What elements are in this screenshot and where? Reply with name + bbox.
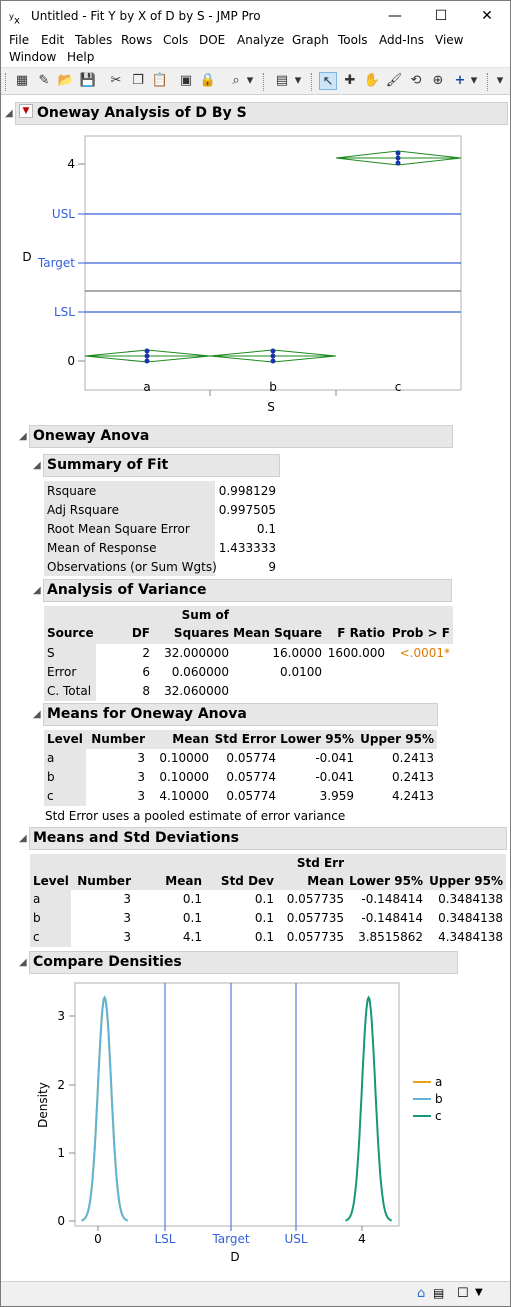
summary-value: 0.997505 bbox=[218, 503, 276, 517]
toolbar-grip bbox=[5, 73, 7, 91]
title-bar bbox=[1, 1, 510, 31]
means-oneway-title: Means for Oneway Anova bbox=[47, 706, 247, 722]
density-plot bbox=[1, 978, 510, 1278]
outline-collapse-icon[interactable]: ◢ bbox=[5, 108, 13, 119]
means-std-dev-header[interactable] bbox=[29, 827, 507, 850]
menu-help[interactable]: Help bbox=[67, 50, 95, 64]
red-triangle-menu-icon[interactable]: ▼ bbox=[19, 104, 33, 118]
y-axis-label: D bbox=[22, 250, 32, 264]
legend-label-a: a bbox=[435, 1075, 443, 1089]
y-tick-label: 0 bbox=[67, 354, 75, 368]
y-tick-label: 2 bbox=[57, 1078, 65, 1092]
y-tick-label: 0 bbox=[57, 1214, 65, 1228]
x-tick-label: 4 bbox=[358, 1232, 366, 1246]
window-title: Untitled - Fit Y by X of D by S - JMP Pro bbox=[31, 9, 261, 23]
layout-icon[interactable]: ▤ bbox=[275, 73, 289, 88]
msd-cell: 0.1 bbox=[254, 930, 274, 944]
menu-tools[interactable]: Tools bbox=[338, 33, 368, 47]
menu-analyze[interactable]: Analyze bbox=[237, 33, 285, 47]
msd-cell: 0.1 bbox=[182, 892, 202, 906]
home-icon[interactable]: ⌂ bbox=[417, 1286, 426, 1301]
means-footnote: Std Error uses a pooled estimate of error variance bbox=[45, 809, 346, 823]
msd-col-header: Std Dev bbox=[220, 874, 274, 888]
summary-value: 0.1 bbox=[256, 522, 276, 536]
aov-cell: 8 bbox=[142, 684, 150, 698]
toolbar-separator bbox=[487, 73, 489, 91]
means-cell: a bbox=[47, 751, 55, 765]
menu-addins[interactable]: Add-Ins bbox=[379, 33, 424, 47]
data-point[interactable] bbox=[145, 349, 150, 354]
new-script-icon[interactable]: ✎ bbox=[38, 73, 50, 88]
compare-densities-header[interactable] bbox=[29, 951, 458, 974]
msd-col-header: Lower 95% bbox=[349, 874, 423, 888]
aov-cell: 0.060000 bbox=[171, 665, 229, 679]
maximize-button[interactable]: ☐ bbox=[434, 8, 448, 24]
close-button[interactable]: ✕ bbox=[481, 8, 493, 24]
menu-rows[interactable]: Rows bbox=[121, 33, 153, 47]
density-plot-frame bbox=[75, 983, 399, 1226]
x-tick-label: c bbox=[394, 380, 402, 394]
means-cell: 0.10000 bbox=[159, 770, 209, 784]
menu-file[interactable]: File bbox=[9, 33, 30, 47]
msd-cell: 3 bbox=[123, 930, 131, 944]
minimize-button[interactable]: — bbox=[388, 8, 402, 24]
analysis-of-variance-header[interactable] bbox=[43, 579, 452, 602]
msd-cell: c bbox=[33, 930, 40, 944]
legend-label-b: b bbox=[435, 1092, 443, 1106]
outline-collapse-icon[interactable]: ◢ bbox=[19, 957, 27, 968]
msd-cell: 0.3484138 bbox=[438, 892, 503, 906]
msd-cell: b bbox=[33, 911, 41, 925]
summary-value: 1.433333 bbox=[218, 541, 276, 555]
means-cell: 3 bbox=[137, 751, 145, 765]
means-cell: -0.041 bbox=[315, 770, 354, 784]
lsl-label: LSL bbox=[54, 305, 75, 319]
window-list-icon[interactable]: ▤ bbox=[433, 1286, 445, 1300]
y-tick-label: 1 bbox=[57, 1146, 65, 1160]
data-point[interactable] bbox=[396, 151, 401, 156]
cut-icon[interactable]: ✂ bbox=[110, 73, 122, 88]
means-cell: c bbox=[47, 789, 54, 803]
oneway-anova-title: Oneway Anova bbox=[33, 428, 150, 444]
aov-cell: 1600.000 bbox=[327, 646, 385, 660]
means-cell: 0.05774 bbox=[226, 751, 276, 765]
x-tick-label-target: Target bbox=[212, 1232, 250, 1246]
msd-cell: 0.1 bbox=[254, 892, 274, 906]
aov-cell: C. Total bbox=[47, 684, 92, 698]
aov-cell: 32.060000 bbox=[164, 684, 229, 698]
lock-icon[interactable]: 🔒 bbox=[199, 73, 217, 88]
data-point[interactable] bbox=[271, 359, 276, 364]
oneway-analysis-title: Oneway Analysis of D By S bbox=[37, 105, 247, 121]
aov-cell: 2 bbox=[142, 646, 150, 660]
msd-cell: 3.8515862 bbox=[358, 930, 423, 944]
menu-graph[interactable]: Graph bbox=[292, 33, 329, 47]
menu-cols[interactable]: Cols bbox=[163, 33, 189, 47]
menu-window[interactable]: Window bbox=[9, 50, 57, 64]
msd-col-header: Number bbox=[77, 874, 131, 888]
aov-p-value: <.0001* bbox=[399, 646, 450, 660]
chevron-down-icon[interactable]: ▾ bbox=[246, 73, 254, 88]
density-x-label: D bbox=[230, 1250, 240, 1264]
outline-collapse-icon[interactable]: ◢ bbox=[19, 431, 27, 442]
x-tick-label-lsl: LSL bbox=[154, 1232, 176, 1246]
means-col-header: Number bbox=[91, 732, 145, 746]
aov-col-header: Prob > F bbox=[391, 626, 450, 640]
arrow-tool-icon[interactable]: ↖ bbox=[319, 72, 337, 90]
data-point[interactable] bbox=[271, 349, 276, 354]
y-tick-label: 4 bbox=[67, 157, 75, 171]
aov-cell: 16.0000 bbox=[272, 646, 322, 660]
msd-col-header: Level bbox=[33, 874, 69, 888]
means-col-header: Std Error bbox=[214, 732, 276, 746]
data-point[interactable] bbox=[145, 359, 150, 364]
msd-cell: 4.3484138 bbox=[438, 930, 503, 944]
outline-collapse-icon[interactable]: ◢ bbox=[19, 833, 27, 844]
target-label: Target bbox=[37, 256, 75, 270]
aov-cell: 6 bbox=[142, 665, 150, 679]
crosshair-tool-icon[interactable]: ✚ bbox=[344, 73, 356, 88]
data-point[interactable] bbox=[396, 156, 401, 161]
means-cell: 0.2413 bbox=[392, 751, 434, 765]
msd-cell: 0.3484138 bbox=[438, 911, 503, 925]
plus-tool-icon[interactable]: + bbox=[454, 73, 466, 88]
msd-cell: 0.057735 bbox=[286, 911, 344, 925]
msd-cell: 3 bbox=[123, 892, 131, 906]
report-area bbox=[1, 96, 510, 1281]
menu-edit[interactable]: Edit bbox=[41, 33, 65, 47]
status-bar bbox=[1, 1281, 510, 1306]
msd-col-header: Upper 95% bbox=[429, 874, 503, 888]
data-point[interactable] bbox=[271, 354, 276, 359]
means-std-dev-title: Means and Std Deviations bbox=[33, 830, 239, 846]
aov-cell: S bbox=[47, 646, 55, 660]
msd-cell: 4.1 bbox=[182, 930, 202, 944]
means-cell: 3.959 bbox=[319, 789, 354, 803]
menu-bar bbox=[1, 31, 510, 67]
means-cell: 0.2413 bbox=[392, 770, 434, 784]
new-data-table-icon[interactable]: ▦ bbox=[15, 73, 29, 88]
aov-cell: Error bbox=[47, 665, 77, 679]
density-y-label: Density bbox=[36, 1082, 50, 1128]
copy-icon[interactable]: ❐ bbox=[132, 73, 144, 88]
means-cell: 3 bbox=[137, 770, 145, 784]
summary-value: 9 bbox=[268, 560, 276, 574]
window-select-icon[interactable]: ☐ bbox=[457, 1286, 469, 1301]
x-tick-label: a bbox=[143, 380, 151, 394]
toolbar-separator bbox=[263, 73, 265, 91]
chevron-down-icon[interactable]: ▾ bbox=[496, 73, 504, 88]
x-tick-label-usl: USL bbox=[284, 1232, 308, 1246]
means-cell: -0.041 bbox=[315, 751, 354, 765]
aov-col-header: F Ratio bbox=[337, 626, 385, 640]
aov-col-header: DF bbox=[131, 626, 150, 640]
msd-cell: -0.148414 bbox=[361, 892, 423, 906]
means-cell: b bbox=[47, 770, 55, 784]
summary-label: Rsquare bbox=[47, 484, 97, 498]
data-point[interactable] bbox=[145, 354, 150, 359]
toolbar-separator bbox=[311, 73, 313, 91]
magnifier-tool-icon[interactable]: ⊕ bbox=[432, 73, 444, 88]
msd-cell: -0.148414 bbox=[361, 911, 423, 925]
usl-label: USL bbox=[51, 207, 75, 221]
x-axis-label: S bbox=[267, 400, 275, 414]
legend-label-c: c bbox=[435, 1109, 442, 1123]
data-point[interactable] bbox=[396, 161, 401, 166]
outline-collapse-icon[interactable]: ◢ bbox=[33, 460, 41, 471]
oneway-analysis-header[interactable] bbox=[15, 102, 508, 125]
msd-cell: 0.1 bbox=[254, 911, 274, 925]
summary-label: Root Mean Square Error bbox=[47, 522, 190, 536]
y-tick-label: 3 bbox=[57, 1009, 65, 1023]
aov-col-header: Sum of bbox=[181, 608, 229, 622]
msd-cell: 0.057735 bbox=[286, 892, 344, 906]
chevron-down-icon[interactable]: ▾ bbox=[470, 73, 478, 88]
outline-collapse-icon[interactable]: ◢ bbox=[33, 585, 41, 596]
outline-collapse-icon[interactable]: ◢ bbox=[33, 709, 41, 720]
msd-cell: 0.057735 bbox=[286, 930, 344, 944]
means-cell: 3 bbox=[137, 789, 145, 803]
x-tick-label: 0 bbox=[94, 1232, 102, 1246]
msd-col-header: Std Err bbox=[296, 856, 344, 870]
hand-tool-icon[interactable]: ✋ bbox=[363, 73, 381, 88]
means-cell: 4.2413 bbox=[392, 789, 434, 803]
means-oneway-header[interactable] bbox=[43, 703, 438, 726]
msd-cell: 0.1 bbox=[182, 911, 202, 925]
msd-cell: 3 bbox=[123, 911, 131, 925]
menu-tables[interactable]: Tables bbox=[75, 33, 113, 47]
brush-tool-icon[interactable]: 🖌 bbox=[385, 73, 403, 88]
means-cell: 0.05774 bbox=[226, 770, 276, 784]
open-folder-icon[interactable]: 📂 bbox=[57, 73, 75, 88]
menu-doe[interactable]: DOE bbox=[199, 33, 226, 47]
summary-of-fit-title: Summary of Fit bbox=[47, 457, 169, 473]
search-icon[interactable]: ⌕ bbox=[232, 73, 240, 88]
summary-label: Observations (or Sum Wgts) bbox=[47, 560, 217, 574]
menu-view[interactable]: View bbox=[435, 33, 464, 47]
msd-col-header: Mean bbox=[307, 874, 344, 888]
aov-cell: 0.0100 bbox=[280, 665, 322, 679]
analysis-of-variance-title: Analysis of Variance bbox=[47, 582, 207, 598]
lasso-tool-icon[interactable]: ⟲ bbox=[410, 73, 422, 88]
oneway-plot bbox=[1, 131, 510, 416]
aov-col-header: Squares bbox=[173, 626, 229, 640]
chevron-down-icon[interactable]: ▾ bbox=[294, 73, 302, 88]
means-col-header: Lower 95% bbox=[280, 732, 354, 746]
summary-of-fit-header[interactable] bbox=[43, 454, 280, 477]
aov-cell: 32.000000 bbox=[164, 646, 229, 660]
aov-col-header: Source bbox=[47, 626, 94, 640]
means-cell: 4.10000 bbox=[159, 789, 209, 803]
msd-col-header: Mean bbox=[165, 874, 202, 888]
chevron-down-icon[interactable]: ▼ bbox=[475, 1287, 483, 1298]
msd-cell: a bbox=[33, 892, 41, 906]
means-cell: 0.10000 bbox=[159, 751, 209, 765]
means-col-header: Upper 95% bbox=[360, 732, 434, 746]
aov-col-header: Mean Square bbox=[233, 626, 322, 640]
journal-icon[interactable]: ▣ bbox=[179, 73, 193, 88]
summary-label: Adj Rsquare bbox=[47, 503, 119, 517]
toolbar bbox=[1, 67, 510, 95]
oneway-anova-header[interactable] bbox=[29, 425, 453, 448]
summary-value: 0.998129 bbox=[218, 484, 276, 498]
x-tick-label: b bbox=[269, 380, 277, 394]
save-icon[interactable]: 💾 bbox=[79, 73, 97, 88]
means-col-header: Mean bbox=[172, 732, 209, 746]
y-x-icon: $^y$x bbox=[9, 11, 20, 27]
compare-densities-title: Compare Densities bbox=[33, 954, 182, 970]
summary-label: Mean of Response bbox=[47, 541, 157, 555]
means-cell: 0.05774 bbox=[226, 789, 276, 803]
paste-icon[interactable]: 📋 bbox=[151, 73, 169, 88]
means-col-header: Level bbox=[47, 732, 83, 746]
